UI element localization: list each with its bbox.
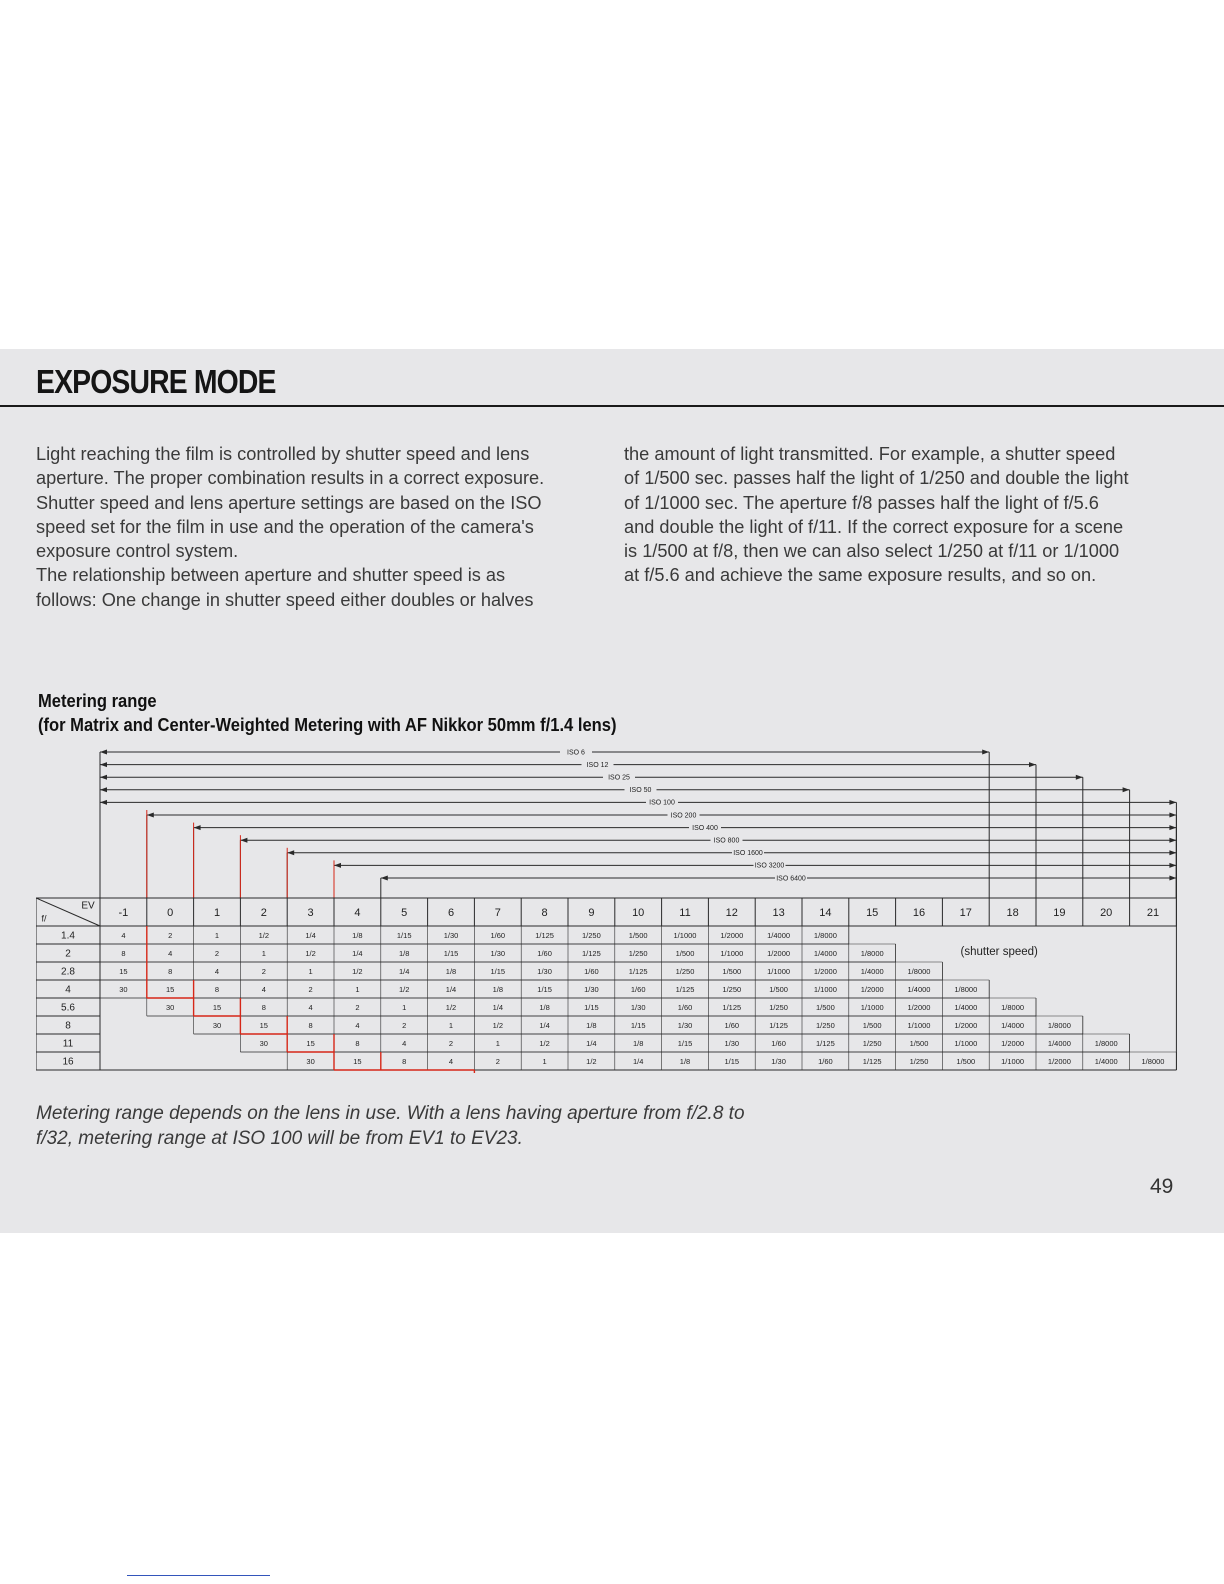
ev-header-cell: -1: [118, 906, 129, 919]
shutter-speed-cell: 1: [542, 1056, 547, 1066]
shutter-speed-cell: 1/30: [490, 948, 506, 958]
metering-range-title: Metering range: [38, 690, 157, 711]
shutter-speed-cell: 1/60: [724, 1020, 740, 1030]
shutter-speed-cell: 1/30: [537, 966, 552, 976]
f-number-label: 5.6: [61, 1002, 75, 1014]
ev-header-cell: 7: [494, 906, 501, 919]
shutter-speed-cell: 1/2: [492, 1020, 504, 1030]
metering-range-chart: [36, 748, 1186, 1073]
shutter-speed-cell: 4: [402, 1038, 407, 1048]
arrow-left-head: [147, 813, 154, 818]
shutter-speed-cell: 1/125: [628, 966, 648, 976]
shutter-speed-cell: 1/250: [722, 984, 742, 994]
shutter-speed-cell: 15: [259, 1020, 268, 1030]
iso-label: ISO 6: [567, 749, 585, 757]
shutter-speed-cell: 1/500: [909, 1038, 929, 1048]
shutter-speed-cell: 2: [495, 1056, 500, 1066]
shutter-speed-cell: 1/4000: [907, 984, 931, 994]
ev-header-cell: 15: [866, 906, 879, 919]
shutter-speed-cell: 1/1000: [1001, 1056, 1025, 1066]
shutter-speed-cell: 1/15: [396, 930, 412, 940]
shutter-speed-cell: 1/125: [816, 1038, 835, 1048]
arrow-right-head: [1169, 850, 1176, 855]
arrow-right-head: [1076, 775, 1083, 780]
arrow-left-head: [240, 838, 247, 843]
shutter-speed-cell: 1/125: [862, 1056, 882, 1066]
shutter-speed-cell: 1/4: [305, 930, 316, 940]
shutter-speed-cell: 4: [121, 930, 126, 940]
arrow-left-head: [194, 825, 201, 830]
shutter-speed-cell: 1/15: [490, 966, 506, 976]
shutter-speed-cell: 1/8: [539, 1002, 550, 1012]
shutter-speed-cell: 1/500: [816, 1002, 835, 1012]
ev-header-cell: 0: [167, 906, 174, 919]
shutter-speed-cell: 1/250: [909, 1056, 929, 1066]
shutter-speed-cell: 1/4: [632, 1056, 644, 1066]
shutter-speed-cell: 1/8000: [1094, 1038, 1118, 1048]
shutter-speed-cell: 1/2000: [907, 1002, 931, 1012]
body-line: follows: One change in shutter speed either doubles or halves: [36, 589, 534, 610]
corner-f-label: f/: [41, 913, 47, 924]
shutter-speed-cell: 2: [261, 966, 266, 976]
shutter-speed-cell: 1/4000: [1001, 1020, 1025, 1030]
shutter-speed-cell: 8: [402, 1056, 407, 1066]
shutter-speed-cell: 1/8: [632, 1038, 644, 1048]
shutter-speed-cell: 1/1000: [720, 948, 744, 958]
shutter-speed-cell: 1/1000: [860, 1002, 884, 1012]
body-line: exposure control system.: [36, 541, 239, 562]
shutter-speed-cell: 1/30: [724, 1038, 740, 1048]
shutter-speed-cell: 1/125: [675, 984, 695, 994]
body-line: Light reaching the film is controlled by shutter speed and lens: [36, 444, 530, 464]
arrow-right-head: [1169, 838, 1176, 843]
shutter-speed-cell: 1/8: [586, 1020, 597, 1030]
ev-header-cell: 14: [819, 906, 832, 919]
shutter-speed-cell: 1/4: [586, 1038, 597, 1048]
f-number-label: 1.4: [61, 930, 75, 942]
ev-header-cell: 21: [1146, 906, 1160, 919]
body-line: and double the light of f/11. If the correct exposure for a scene: [624, 516, 1124, 537]
shutter-speed-cell: 1: [448, 1020, 454, 1030]
footnote-line: f/32, metering range at ISO 100 will be from EV1 to EV23.: [36, 1128, 523, 1149]
shutter-speed-cell: 1/4: [445, 984, 457, 994]
ev-header-cell: 13: [772, 906, 785, 919]
shutter-speed-cell: 1/250: [675, 966, 695, 976]
shutter-speed-cell: 2: [448, 1038, 454, 1048]
shutter-speed-cell: 1/125: [722, 1002, 742, 1012]
shutter-speed-cell: 1/30: [584, 984, 599, 994]
shutter-speed-cell: 1/1000: [767, 966, 791, 976]
shutter-speed-cell: 8: [168, 966, 173, 976]
shutter-speed-cell: 1/500: [675, 948, 695, 958]
iso-label: ISO 200: [670, 812, 697, 820]
ev-header-cell: 19: [1053, 906, 1066, 919]
ev-header-cell: 2: [260, 906, 267, 919]
arrow-left-head: [100, 775, 107, 780]
iso-label: ISO 50: [629, 787, 652, 795]
shutter-speed-cell: 1/60: [630, 984, 646, 994]
iso-label: ISO 12: [586, 761, 609, 769]
ev-header-cell: 10: [632, 906, 645, 919]
shutter-speed-cell: 4: [355, 1020, 360, 1030]
shutter-speed-cell: 1/15: [443, 948, 459, 958]
shutter-speed-cell: 1/8: [445, 966, 457, 976]
iso-label: ISO 25: [608, 774, 630, 782]
shutter-speed-cell: 1/4000: [813, 948, 837, 958]
body-text-right: [624, 442, 1189, 588]
ev-header-cell: 3: [307, 906, 314, 919]
shutter-speed-cell: 1/8000: [1001, 1002, 1025, 1012]
shutter-speed-label: (shutter speed): [960, 946, 1038, 959]
shutter-speed-cell: 15: [212, 1002, 222, 1012]
f-number-label: 16: [62, 1056, 74, 1068]
shutter-speed-cell: 1/500: [862, 1020, 882, 1030]
shutter-speed-cell: 1/8000: [860, 948, 884, 958]
shutter-speed-cell: 1/500: [722, 966, 742, 976]
shutter-speed-cell: 15: [166, 984, 175, 994]
shutter-speed-cell: 1/2000: [720, 930, 744, 940]
shutter-speed-cell: 1/2000: [767, 948, 791, 958]
shutter-speed-cell: 30: [166, 1002, 175, 1012]
shutter-speed-cell: 1/8: [352, 930, 363, 940]
ev-header-row: [36, 898, 1176, 926]
shutter-speed-cell: 1/4: [492, 1002, 504, 1012]
shutter-speed-cell: 8: [355, 1038, 360, 1048]
shutter-speed-cell: 1/8000: [1047, 1020, 1071, 1030]
iso-label: ISO 1600: [733, 850, 763, 858]
shutter-speed-cell: 1/250: [769, 1002, 788, 1012]
shutter-speed-cell: 1/2000: [1001, 1038, 1025, 1048]
shutter-speed-cell: 1/500: [628, 930, 648, 940]
shutter-speed-cell: 4: [168, 948, 173, 958]
shutter-speed-cell: 1/30: [630, 1002, 646, 1012]
shutter-speed-cell: 1/125: [582, 948, 601, 958]
iso-label: ISO 6400: [776, 875, 806, 883]
body-line: of 1/1000 sec. The aperture f/8 passes half the light of f/5.6: [624, 492, 1099, 513]
f-number-label: 11: [62, 1038, 74, 1050]
ev-header-cell: 17: [959, 906, 972, 919]
shutter-speed-cell: 1/30: [443, 930, 459, 940]
shutter-speed-cell: 1/1000: [907, 1020, 931, 1030]
f-number-label: 8: [65, 1020, 71, 1032]
arrow-left-head: [381, 876, 388, 881]
ev-header-cell: 12: [725, 906, 738, 919]
shutter-speed-cell: 1/4000: [954, 1002, 978, 1012]
shutter-speed-cell: 1: [355, 984, 360, 994]
body-line: The relationship between aperture and shutter speed is as: [36, 565, 506, 586]
footnote-line: Metering range depends on the lens in use. With a lens having aperture from f/2.8 to: [36, 1103, 745, 1124]
shutter-speed-cell: 8: [121, 948, 126, 958]
f-number-label: 2: [65, 948, 71, 960]
body-line: speed set for the film in use and the operation of the camera's: [36, 516, 534, 537]
arrow-right-head: [1169, 813, 1176, 818]
arrow-left-head: [100, 800, 107, 805]
shutter-speed-cell: 1/8: [492, 984, 504, 994]
iso-label: ISO 100: [649, 799, 675, 807]
body-line: of 1/500 sec. passes half the light of 1/250 and double the light: [624, 468, 1129, 489]
ev-header-cell: 8: [541, 906, 548, 919]
shutter-speed-cell: 1/2000: [813, 966, 837, 976]
shutter-speed-cell: 1: [261, 948, 266, 958]
body-line: Shutter speed and lens aperture settings are based on the ISO: [36, 492, 542, 513]
arrow-left-head: [100, 787, 107, 792]
iso-label: ISO 3200: [754, 862, 785, 870]
shutter-speed-cell: 1/15: [584, 1002, 599, 1012]
ev-header-cell: 4: [354, 906, 361, 919]
body-line: aperture. The proper combination results in a correct exposure.: [36, 468, 545, 489]
shutter-speed-cell: 1/4000: [860, 966, 884, 976]
shutter-speed-cell: 1: [214, 930, 220, 940]
shutter-speed-cell: 1/125: [769, 1020, 788, 1030]
page-number: 49: [1150, 1175, 1174, 1198]
shutter-speed-cell: 4: [214, 966, 220, 976]
arrow-right-head: [1169, 876, 1176, 881]
shutter-speed-cell: 1/2: [586, 1056, 597, 1066]
ev-header-cell: 1: [213, 906, 221, 919]
arrow-left-head: [287, 850, 294, 855]
arrow-left-head: [100, 762, 107, 767]
body-line: at f/5.6 and achieve the same exposure results, and so on.: [624, 565, 1097, 586]
shutter-speed-cell: 1/1000: [673, 930, 697, 940]
shutter-speed-cell: 1/250: [582, 930, 601, 940]
shutter-speed-cell: 1: [495, 1038, 500, 1048]
shutter-speed-cell: 15: [353, 1056, 362, 1066]
shutter-speed-cell: 1/2: [398, 984, 410, 994]
shutter-speed-cell: 1/2: [305, 948, 316, 958]
arrow-right-head: [1169, 825, 1176, 830]
shutter-speed-cell: 1/4: [539, 1020, 550, 1030]
shutter-speed-cell: 1/8000: [1141, 1056, 1165, 1066]
shutter-speed-cell: 1/1000: [954, 1038, 978, 1048]
shutter-speed-cell: 30: [212, 1020, 222, 1030]
shutter-speed-cell: 1/250: [816, 1020, 835, 1030]
arrow-right-head: [982, 750, 989, 755]
shutter-speed-cell: 8: [261, 1002, 266, 1012]
shutter-speed-cell: 8: [214, 984, 220, 994]
shutter-speed-cell: 2: [308, 984, 313, 994]
shutter-speed-cell: 1/60: [537, 948, 552, 958]
shutter-speed-cell: 1/8000: [907, 966, 931, 976]
shutter-speed-cell: 1: [402, 1002, 407, 1012]
footnote: [36, 1101, 836, 1151]
shutter-speed-cell: 2: [214, 948, 220, 958]
shutter-speed-cell: 1/60: [677, 1002, 693, 1012]
shutter-speed-cell: 1: [308, 966, 313, 976]
ev-header-cell: 18: [1006, 906, 1019, 919]
metering-range-subtitle: (for Matrix and Center-Weighted Metering with AF Nikkor 50mm f/1.4 lens): [38, 714, 617, 735]
shutter-speed-cell: 1/125: [535, 930, 554, 940]
shutter-speed-cell: 1/2000: [860, 984, 884, 994]
shutter-speed-cell: 1/8: [679, 1056, 691, 1066]
arrow-right-head: [1169, 800, 1176, 805]
title-rule: [0, 405, 1224, 407]
shutter-speed-cell: 15: [119, 966, 128, 976]
shutter-speed-cell: 1/250: [628, 948, 648, 958]
shutter-speed-cell: 1/2: [445, 1002, 457, 1012]
arrow-right-head: [1029, 762, 1036, 767]
shutter-speed-cell: 1/2000: [954, 1020, 978, 1030]
shutter-speed-cell: 30: [119, 984, 128, 994]
shutter-speed-cell: 1/15: [724, 1056, 740, 1066]
shutter-speed-cell: 1/30: [677, 1020, 693, 1030]
shutter-speed-cell: 1/2: [258, 930, 270, 940]
ev-header-cell: 6: [447, 906, 455, 919]
shutter-speed-cell: 1/60: [771, 1038, 786, 1048]
shutter-speed-cell: 1/4000: [1094, 1056, 1118, 1066]
shutter-speed-cell: 15: [306, 1038, 315, 1048]
shutter-speed-cell: 8: [308, 1020, 313, 1030]
shutter-speed-cell: 1/8000: [954, 984, 978, 994]
f-number-label: 4: [65, 984, 71, 996]
shutter-speed-cell: 1/4000: [1047, 1038, 1071, 1048]
ev-header-cell: 20: [1100, 906, 1113, 919]
ev-header-cell: 9: [588, 906, 595, 919]
shutter-speed-cell: 1/15: [537, 984, 552, 994]
metering-range-heading: [38, 689, 758, 737]
body-text-left: [36, 442, 601, 612]
shutter-speed-cell: 1/60: [490, 930, 506, 940]
shutter-speed-cell: 2: [402, 1020, 407, 1030]
ev-header-cell: 11: [679, 906, 691, 919]
ev-header-cell: 16: [912, 906, 926, 919]
shutter-speed-cell: 1/60: [584, 966, 599, 976]
shutter-speed-cell: 1/500: [769, 984, 788, 994]
shutter-speed-cell: 1/2: [539, 1038, 550, 1048]
shutter-speed-cell: 4: [308, 1002, 313, 1012]
body-line: is 1/500 at f/8, then we can also select 1/250 at f/11 or 1/1000: [624, 541, 1120, 562]
link-underline: [127, 1575, 270, 1576]
shutter-speed-cell: 1/4: [352, 948, 363, 958]
body-line: the amount of light transmitted. For example, a shutter speed: [624, 444, 1116, 464]
shutter-speed-cell: 1/500: [956, 1056, 976, 1066]
shutter-speed-cell: 1/4000: [767, 930, 791, 940]
shutter-speed-cell: 30: [306, 1056, 315, 1066]
f-number-label: 2.8: [61, 966, 75, 978]
shutter-speed-cell: 1/2: [352, 966, 363, 976]
shutter-speed-cell: 1/250: [862, 1038, 882, 1048]
shutter-speed-cell: 1/8000: [813, 930, 837, 940]
shutter-speed-cell: 1/4: [398, 966, 410, 976]
shutter-speed-cell: 1/15: [630, 1020, 646, 1030]
shutter-speed-cell: 4: [261, 984, 266, 994]
page-title: EXPOSURE MODE: [36, 363, 276, 400]
arrow-right-head: [1123, 787, 1130, 792]
shutter-speed-cell: 2: [355, 1002, 360, 1012]
arrow-right-head: [1169, 863, 1176, 868]
ev-header-cell: 5: [401, 906, 408, 919]
shutter-speed-cell: 2: [168, 930, 173, 940]
shutter-speed-cell: 1/8: [398, 948, 410, 958]
iso-label: ISO 400: [692, 824, 718, 832]
shutter-speed-cell: 1/1000: [813, 984, 837, 994]
shutter-speed-cell: 1/2000: [1047, 1056, 1071, 1066]
shutter-speed-cell: 1/15: [677, 1038, 693, 1048]
manual-page: [0, 349, 1224, 1233]
shutter-speed-cell: 1/60: [818, 1056, 833, 1066]
arrow-left-head: [334, 863, 341, 868]
iso-label: ISO 800: [713, 837, 740, 845]
corner-ev-label: EV: [81, 900, 95, 912]
shutter-speed-cell: 30: [259, 1038, 268, 1048]
shutter-speed-cell: 1/30: [771, 1056, 786, 1066]
arrow-left-head: [100, 750, 107, 755]
shutter-speed-cell: 4: [448, 1056, 454, 1066]
